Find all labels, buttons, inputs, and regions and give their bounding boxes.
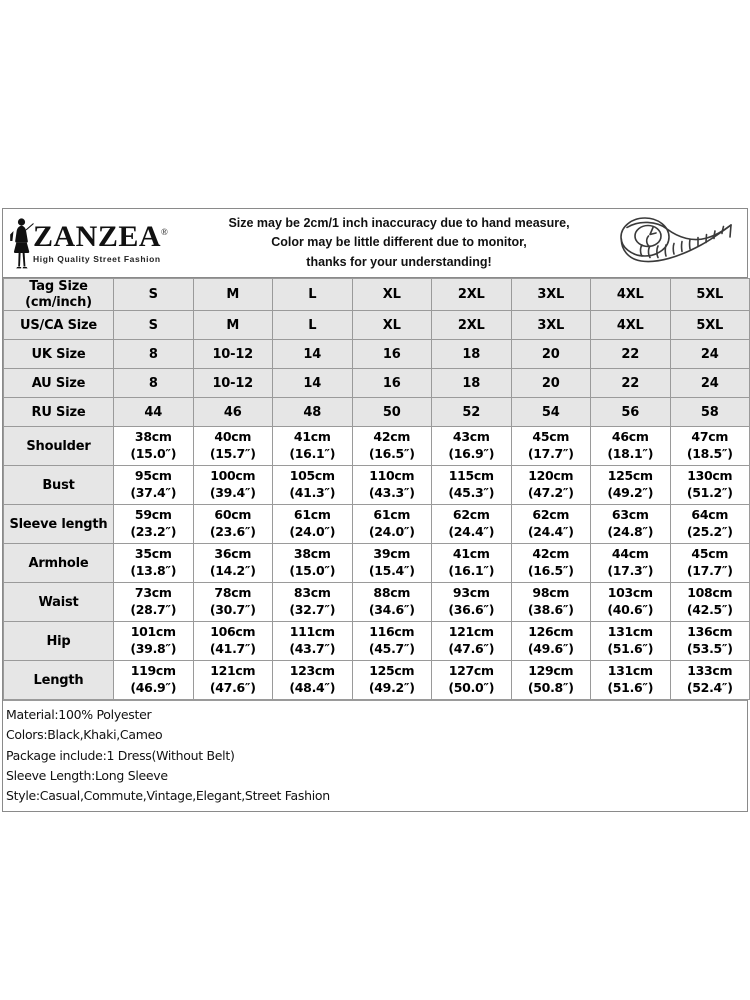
value-cm: 133cm — [687, 663, 733, 679]
value-inch: (51.2″) — [686, 485, 733, 501]
cell-uk-size-xl: 16 — [352, 340, 432, 369]
cell-shoulder-m — [193, 427, 273, 466]
cell-au-size-l: 14 — [273, 369, 353, 398]
value-inch: (50.0″) — [448, 680, 495, 696]
cell-ru-size-4xl: 56 — [591, 398, 671, 427]
table-row-waist — [4, 583, 750, 622]
value-inch: (43.3″) — [368, 485, 415, 501]
cell-sleeve-length-l — [273, 505, 353, 544]
value-inch: (24.4″) — [527, 524, 574, 540]
value-cm: 111cm — [289, 624, 335, 640]
cell-length-m — [193, 661, 273, 700]
value-cm: 41cm — [293, 429, 331, 445]
cell-waist-4xl — [591, 583, 671, 622]
table-row-au-size — [4, 369, 750, 398]
cell-shoulder-3xl — [511, 427, 591, 466]
cell-waist-s — [114, 583, 194, 622]
cell-hip-l — [273, 622, 353, 661]
value-cm: 129cm — [528, 663, 574, 679]
value-cm: 45cm — [532, 429, 570, 445]
note-colors: Colors:Black,Khaki,Cameo — [6, 727, 163, 743]
value-cm: 41cm — [452, 546, 490, 562]
cell-ru-size-xl: 50 — [352, 398, 432, 427]
cell-sleeve-length-m — [193, 505, 273, 544]
cell-armhole-2xl — [432, 544, 512, 583]
row-label-shoulder: Shoulder — [4, 427, 114, 466]
value-inch: (41.3″) — [289, 485, 336, 501]
size-chart-table — [3, 278, 750, 700]
value-cm: 60cm — [214, 507, 252, 523]
value-inch: (37.4″) — [130, 485, 177, 501]
value-cm: 126cm — [528, 624, 574, 640]
cell-armhole-l — [273, 544, 353, 583]
value-inch: (16.9″) — [448, 446, 495, 462]
value-cm: 83cm — [293, 585, 331, 601]
value-inch: (42.5″) — [686, 602, 733, 618]
value-cm: 63cm — [611, 507, 649, 523]
cell-tag-size-3xl: 3XL — [511, 279, 591, 311]
value-inch: (15.7″) — [209, 446, 256, 462]
note-sleeve-length: Sleeve Length:Long Sleeve — [6, 767, 168, 783]
value-cm: 93cm — [452, 585, 490, 601]
value-cm: 106cm — [210, 624, 256, 640]
cell-length-3xl — [511, 661, 591, 700]
cell-bust-5xl — [670, 466, 750, 505]
value-inch: (16.1″) — [448, 563, 495, 579]
value-cm: 59cm — [134, 507, 172, 523]
note-material: Material:100% Polyester — [6, 707, 152, 723]
value-inch: (51.6″) — [607, 641, 654, 657]
table-row-uk-size — [4, 340, 750, 369]
value-cm: 40cm — [214, 429, 252, 445]
value-cm: 100cm — [210, 468, 256, 484]
measurement-notice — [191, 214, 597, 272]
row-label-sleeve-length: Sleeve length — [4, 505, 114, 544]
cell-tag-size-l: L — [273, 279, 353, 311]
brand-tagline: High Quality Street Fashion — [33, 254, 161, 264]
value-inch: (15.4″) — [368, 563, 415, 579]
cell-length-4xl — [591, 661, 671, 700]
cell-armhole-xl — [352, 544, 432, 583]
row-label-ru-size: RU Size — [4, 398, 114, 427]
value-cm: 61cm — [373, 507, 411, 523]
value-cm: 123cm — [289, 663, 335, 679]
size-chart-sheet — [2, 208, 748, 812]
value-inch: (24.0″) — [289, 524, 336, 540]
cell-tag-size-xl: XL — [352, 279, 432, 311]
row-label-us-ca-size: US/CA Size — [4, 311, 114, 340]
cell-hip-4xl — [591, 622, 671, 661]
cell-shoulder-l — [273, 427, 353, 466]
value-inch: (47.2″) — [527, 485, 574, 501]
cell-shoulder-2xl — [432, 427, 512, 466]
value-cm: 73cm — [134, 585, 172, 601]
value-cm: 62cm — [532, 507, 570, 523]
cell-waist-m — [193, 583, 273, 622]
cell-tag-size-2xl: 2XL — [432, 279, 512, 311]
cell-waist-l — [273, 583, 353, 622]
value-cm: 44cm — [611, 546, 649, 562]
value-cm: 105cm — [289, 468, 335, 484]
cell-hip-m — [193, 622, 273, 661]
table-row-ru-size — [4, 398, 750, 427]
cell-sleeve-length-3xl — [511, 505, 591, 544]
value-inch: (43.7″) — [289, 641, 336, 657]
cell-bust-l — [273, 466, 353, 505]
cell-tag-size-4xl: 4XL — [591, 279, 671, 311]
cell-us-ca-size-xl: XL — [352, 311, 432, 340]
cell-ru-size-3xl: 54 — [511, 398, 591, 427]
value-cm: 108cm — [687, 585, 733, 601]
value-inch: (41.7″) — [209, 641, 256, 657]
cell-bust-xl — [352, 466, 432, 505]
value-cm: 121cm — [448, 624, 494, 640]
cell-shoulder-5xl — [670, 427, 750, 466]
value-cm: 95cm — [134, 468, 172, 484]
value-inch: (46.9″) — [130, 680, 177, 696]
value-cm: 125cm — [369, 663, 415, 679]
value-inch: (50.8″) — [527, 680, 574, 696]
tape-illustration — [597, 215, 747, 271]
value-inch: (15.0″) — [289, 563, 336, 579]
table-row-shoulder — [4, 427, 750, 466]
table-row-us-ca-size — [4, 311, 750, 340]
value-inch: (40.6″) — [607, 602, 654, 618]
value-inch: (24.0″) — [368, 524, 415, 540]
cell-ru-size-l: 48 — [273, 398, 353, 427]
value-inch: (13.8″) — [130, 563, 177, 579]
value-inch: (51.6″) — [607, 680, 654, 696]
cell-au-size-4xl: 22 — [591, 369, 671, 398]
value-cm: 119cm — [130, 663, 176, 679]
value-inch: (17.7″) — [527, 446, 574, 462]
row-label-armhole: Armhole — [4, 544, 114, 583]
row-label-waist: Waist — [4, 583, 114, 622]
row-label-uk-size: UK Size — [4, 340, 114, 369]
cell-armhole-4xl — [591, 544, 671, 583]
cell-length-xl — [352, 661, 432, 700]
value-cm: 127cm — [448, 663, 494, 679]
value-cm: 42cm — [532, 546, 570, 562]
row-label-tag-size-line1: Tag Size — [29, 279, 88, 294]
cell-uk-size-m: 10-12 — [193, 340, 273, 369]
cell-ru-size-m: 46 — [193, 398, 273, 427]
value-cm: 88cm — [373, 585, 411, 601]
value-inch: (39.4″) — [209, 485, 256, 501]
value-cm: 136cm — [687, 624, 733, 640]
value-cm: 47cm — [691, 429, 729, 445]
value-inch: (23.6″) — [209, 524, 256, 540]
value-cm: 78cm — [214, 585, 252, 601]
cell-bust-4xl — [591, 466, 671, 505]
value-cm: 120cm — [528, 468, 574, 484]
cell-uk-size-5xl: 24 — [670, 340, 750, 369]
notice-line-1: Size may be 2cm/1 inch inaccuracy due to hand measure, — [228, 215, 570, 230]
cell-hip-5xl — [670, 622, 750, 661]
value-cm: 36cm — [214, 546, 252, 562]
cell-us-ca-size-m: M — [193, 311, 273, 340]
cell-au-size-2xl: 18 — [432, 369, 512, 398]
value-cm: 103cm — [607, 585, 653, 601]
cell-uk-size-4xl: 22 — [591, 340, 671, 369]
cell-ru-size-2xl: 52 — [432, 398, 512, 427]
value-inch: (25.2″) — [686, 524, 733, 540]
cell-ru-size-5xl: 58 — [670, 398, 750, 427]
value-inch: (30.7″) — [209, 602, 256, 618]
value-inch: (45.7″) — [368, 641, 415, 657]
row-label-tag-size — [4, 279, 114, 311]
cell-bust-3xl — [511, 466, 591, 505]
table-row-bust — [4, 466, 750, 505]
cell-hip-s — [114, 622, 194, 661]
cell-armhole-s — [114, 544, 194, 583]
cell-waist-5xl — [670, 583, 750, 622]
notice-line-2: Color may be little different due to monitor, — [271, 235, 527, 250]
cell-us-ca-size-3xl: 3XL — [511, 311, 591, 340]
cell-waist-2xl — [432, 583, 512, 622]
cell-shoulder-4xl — [591, 427, 671, 466]
value-inch: (36.6″) — [448, 602, 495, 618]
cell-tag-size-s: S — [114, 279, 194, 311]
value-inch: (32.7″) — [289, 602, 336, 618]
cell-armhole-m — [193, 544, 273, 583]
table-row-sleeve-length — [4, 505, 750, 544]
value-inch: (34.6″) — [368, 602, 415, 618]
value-inch: (49.2″) — [368, 680, 415, 696]
cell-uk-size-s: 8 — [114, 340, 194, 369]
value-inch: (49.6″) — [527, 641, 574, 657]
value-cm: 130cm — [687, 468, 733, 484]
cell-hip-xl — [352, 622, 432, 661]
cell-armhole-3xl — [511, 544, 591, 583]
note-style: Style:Casual,Commute,Vintage,Elegant,Street Fashion — [6, 788, 330, 804]
cell-bust-2xl — [432, 466, 512, 505]
value-cm: 116cm — [369, 624, 415, 640]
cell-au-size-3xl: 20 — [511, 369, 591, 398]
row-label-au-size: AU Size — [4, 369, 114, 398]
value-cm: 38cm — [293, 546, 331, 562]
value-cm: 131cm — [607, 624, 653, 640]
value-cm: 61cm — [293, 507, 331, 523]
value-cm: 42cm — [373, 429, 411, 445]
chart-banner — [3, 209, 747, 278]
brand-wordmark — [33, 222, 168, 264]
measuring-tape-icon — [609, 215, 735, 271]
value-inch: (28.7″) — [130, 602, 177, 618]
value-inch: (48.4″) — [289, 680, 336, 696]
cell-uk-size-2xl: 18 — [432, 340, 512, 369]
cell-au-size-s: 8 — [114, 369, 194, 398]
value-cm: 46cm — [611, 429, 649, 445]
cell-au-size-m: 10-12 — [193, 369, 273, 398]
value-inch: (23.2″) — [130, 524, 177, 540]
value-inch: (17.3″) — [607, 563, 654, 579]
cell-shoulder-xl — [352, 427, 432, 466]
registered-mark: ® — [161, 227, 169, 237]
brand-name — [33, 222, 168, 252]
cell-us-ca-size-2xl: 2XL — [432, 311, 512, 340]
brand-name-text: ZANZEA — [33, 220, 162, 253]
value-cm: 39cm — [373, 546, 411, 562]
cell-sleeve-length-5xl — [670, 505, 750, 544]
cell-length-2xl — [432, 661, 512, 700]
cell-uk-size-l: 14 — [273, 340, 353, 369]
table-row-hip — [4, 622, 750, 661]
cell-length-5xl — [670, 661, 750, 700]
value-cm: 121cm — [210, 663, 256, 679]
value-cm: 43cm — [452, 429, 490, 445]
value-inch: (52.4″) — [686, 680, 733, 696]
cell-shoulder-s — [114, 427, 194, 466]
value-cm: 38cm — [134, 429, 172, 445]
value-inch: (15.0″) — [130, 446, 177, 462]
value-inch: (49.2″) — [607, 485, 654, 501]
cell-waist-3xl — [511, 583, 591, 622]
cell-us-ca-size-l: L — [273, 311, 353, 340]
cell-us-ca-size-s: S — [114, 311, 194, 340]
value-inch: (47.6″) — [448, 641, 495, 657]
value-inch: (16.1″) — [289, 446, 336, 462]
row-label-hip: Hip — [4, 622, 114, 661]
table-row-tag-size — [4, 279, 750, 311]
value-inch: (38.6″) — [527, 602, 574, 618]
value-cm: 115cm — [448, 468, 494, 484]
cell-armhole-5xl — [670, 544, 750, 583]
value-inch: (24.8″) — [607, 524, 654, 540]
cell-sleeve-length-xl — [352, 505, 432, 544]
cell-ru-size-s: 44 — [114, 398, 194, 427]
table-row-length — [4, 661, 750, 700]
cell-bust-s — [114, 466, 194, 505]
cell-tag-size-5xl: 5XL — [670, 279, 750, 311]
value-inch: (18.1″) — [607, 446, 654, 462]
value-cm: 131cm — [607, 663, 653, 679]
cell-sleeve-length-4xl — [591, 505, 671, 544]
value-inch: (14.2″) — [209, 563, 256, 579]
value-inch: (53.5″) — [686, 641, 733, 657]
value-cm: 35cm — [134, 546, 172, 562]
cell-us-ca-size-4xl: 4XL — [591, 311, 671, 340]
value-cm: 98cm — [532, 585, 570, 601]
value-inch: (39.8″) — [130, 641, 177, 657]
value-cm: 45cm — [691, 546, 729, 562]
value-cm: 101cm — [130, 624, 176, 640]
cell-waist-xl — [352, 583, 432, 622]
cell-length-l — [273, 661, 353, 700]
cell-au-size-xl: 16 — [352, 369, 432, 398]
row-label-length: Length — [4, 661, 114, 700]
cell-sleeve-length-s — [114, 505, 194, 544]
note-package: Package include:1 Dress(Without Belt) — [6, 747, 235, 763]
cell-sleeve-length-2xl — [432, 505, 512, 544]
value-cm: 64cm — [691, 507, 729, 523]
cell-hip-2xl — [432, 622, 512, 661]
cell-bust-m — [193, 466, 273, 505]
value-inch: (47.6″) — [209, 680, 256, 696]
value-inch: (16.5″) — [368, 446, 415, 462]
brand-logo — [3, 217, 191, 269]
value-inch: (18.5″) — [686, 446, 733, 462]
cell-tag-size-m: M — [193, 279, 273, 311]
cell-hip-3xl — [511, 622, 591, 661]
cell-uk-size-3xl: 20 — [511, 340, 591, 369]
value-inch: (45.3″) — [448, 485, 495, 501]
cell-au-size-5xl: 24 — [670, 369, 750, 398]
value-cm: 125cm — [607, 468, 653, 484]
cell-us-ca-size-5xl: 5XL — [670, 311, 750, 340]
row-label-tag-size-line2: (cm/inch) — [25, 294, 92, 310]
notice-line-3: thanks for your understanding! — [306, 254, 492, 269]
value-inch: (16.5″) — [527, 563, 574, 579]
value-inch: (24.4″) — [448, 524, 495, 540]
value-cm: 110cm — [369, 468, 415, 484]
cell-length-s — [114, 661, 194, 700]
product-notes — [3, 700, 747, 812]
woman-silhouette-icon — [9, 217, 35, 269]
value-cm: 62cm — [452, 507, 490, 523]
row-label-bust: Bust — [4, 466, 114, 505]
table-row-armhole — [4, 544, 750, 583]
value-inch: (17.7″) — [686, 563, 733, 579]
